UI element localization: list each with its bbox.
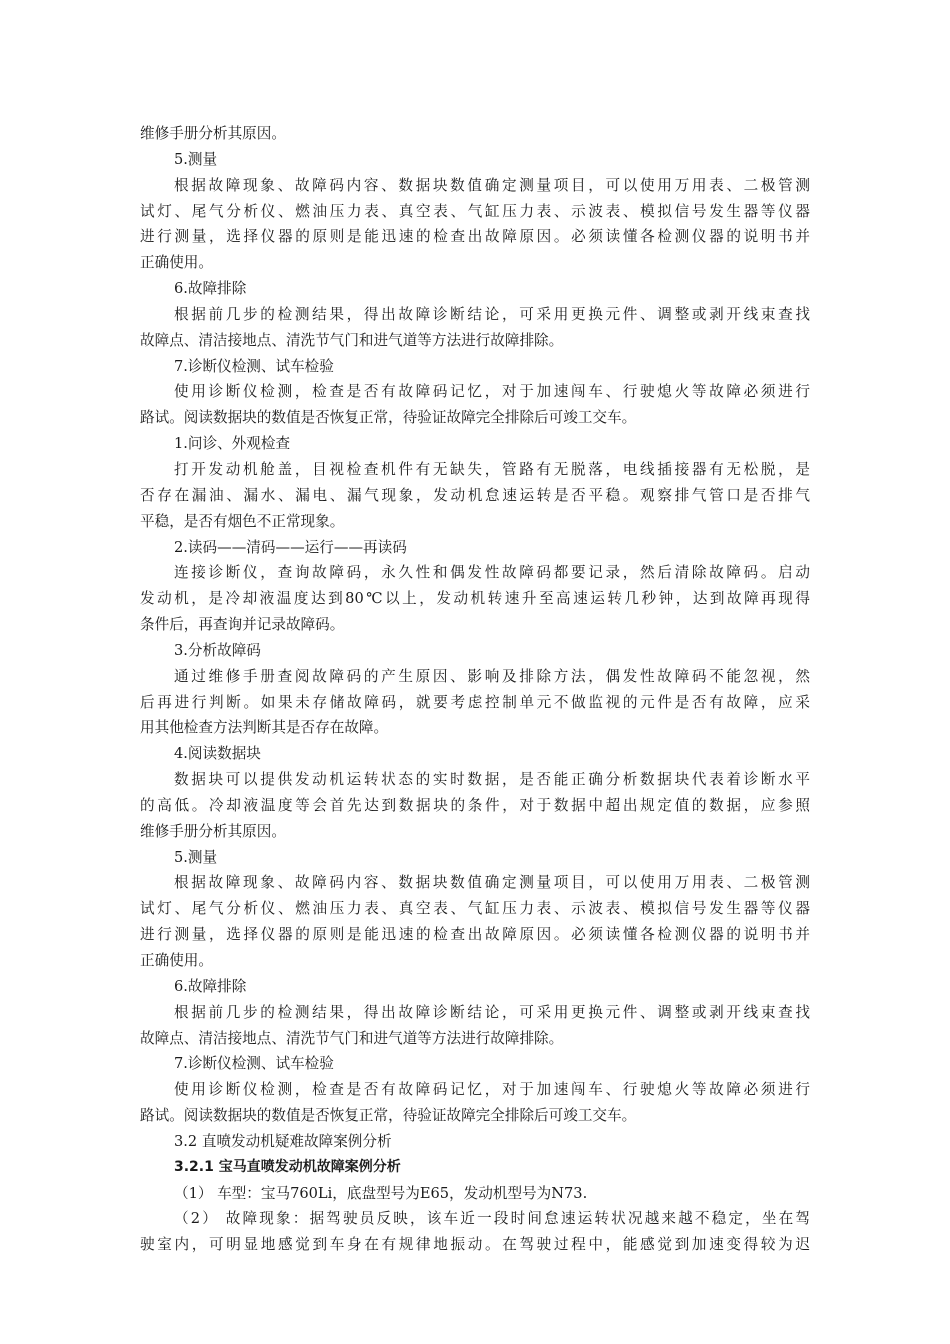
section-heading: 5.测量 xyxy=(174,150,218,168)
paragraph-line: 发动机，是冷却液温度达到80℃以上，发动机转速升至高速运转几秒钟，达到故障再现得 xyxy=(140,590,810,608)
section-heading: 1.问诊、外观检查 xyxy=(174,435,291,453)
paragraph-line: 正确使用。 xyxy=(140,952,213,969)
paragraph-line: 根据故障现象、故障码内容、数据块数值确定测量项目，可以使用万用表、二极管测 xyxy=(174,176,810,194)
paragraph-line: 驶室内，可明显地感觉到车身在有规律地振动。在驾驶过程中，能感觉到加速变得较为迟 xyxy=(140,1236,810,1254)
paragraph-line: 连接诊断仪，查询故障码，永久性和偶发性故障码都要记录，然后清除故障码。启动 xyxy=(174,564,810,582)
section-heading: （1） 车型：宝马760Li，底盘型号为E65，发动机型号为N73. xyxy=(174,1184,588,1202)
paragraph-line: 故障点、清洁接地点、清洗节气门和进气道等方法进行故障排除。 xyxy=(140,331,564,349)
paragraph-line: 根据前几步的检测结果，得出故障诊断结论，可采用更换元件、调整或剥开线束查找 xyxy=(174,1003,810,1021)
section-heading: 4.阅读数据块 xyxy=(174,745,261,763)
section-heading: 6.故障排除 xyxy=(174,977,247,995)
paragraph-line: 正确使用。 xyxy=(140,254,213,272)
paragraph-line: 维修手册分析其原因。 xyxy=(140,125,286,142)
paragraph-line: 用其他检查方法判断其是否存在故障。 xyxy=(140,719,389,737)
paragraph-line: 维修手册分析其原因。 xyxy=(140,822,286,840)
paragraph-line: 通过维修手册查阅故障码的产生原因、影响及排除方法，偶发性故障码不能忽视，然 xyxy=(174,667,810,685)
subsection-heading: 3.2.1 宝马直喷发动机故障案例分析 xyxy=(174,1158,401,1175)
paragraph-line: 平稳，是否有烟色不正常现象。 xyxy=(140,512,345,530)
section-heading: 6.故障排除 xyxy=(174,280,247,298)
section-heading: 3.分析故障码 xyxy=(174,641,261,659)
paragraph-line: 试灯、尾气分析仪、燃油压力表、真空表、气缸压力表、示波表、模拟信号发生器等仪器 xyxy=(140,900,810,918)
section-heading: 7.诊断仪检测、试车检验 xyxy=(174,1055,334,1073)
paragraph-line: 试灯、尾气分析仪、燃油压力表、真空表、气缸压力表、示波表、模拟信号发生器等仪器 xyxy=(140,202,810,220)
section-heading: 2.读码——清码——运行——再读码 xyxy=(174,538,407,556)
section-heading: 3.2 直喷发动机疑难故障案例分析 xyxy=(174,1132,392,1150)
paragraph-line: 否存在漏油、漏水、漏电、漏气现象，发动机怠速运转是否平稳。观察排气管口是否排气 xyxy=(140,486,810,504)
paragraph-line: 使用诊断仪检测，检查是否有故障码记忆，对于加速闯车、行驶熄火等故障必须进行 xyxy=(174,383,810,401)
paragraph-line: 后再进行判断。如果未存储故障码，就要考虑控制单元不做监视的元件是否有故障，应采 xyxy=(140,693,810,711)
paragraph-line: 数据块可以提供发动机运转状态的实时数据，是否能正确分析数据块代表着诊断水平 xyxy=(174,771,810,789)
paragraph-line: 使用诊断仪检测，检查是否有故障码记忆，对于加速闯车、行驶熄火等故障必须进行 xyxy=(174,1081,810,1099)
paragraph-line: （2） 故障现象：据驾驶员反映，该车近一段时间怠速运转状况越来越不稳定，坐在驾 xyxy=(174,1210,810,1228)
document-body xyxy=(140,121,810,1258)
paragraph-line: 根据故障现象、故障码内容、数据块数值确定测量项目，可以使用万用表、二极管测 xyxy=(174,874,810,892)
paragraph-line: 根据前几步的检测结果，得出故障诊断结论，可采用更换元件、调整或剥开线束查找 xyxy=(174,305,810,323)
paragraph-line: 进行测量，选择仪器的原则是能迅速的检查出故障原因。必须读懂各检测仪器的说明书并 xyxy=(140,926,810,944)
paragraph-line: 进行测量，选择仪器的原则是能迅速的检查出故障原因。必须读懂各检测仪器的说明书并 xyxy=(140,228,810,246)
paragraph-line: 故障点、清洁接地点、清洗节气门和进气道等方法进行故障排除。 xyxy=(140,1029,564,1047)
section-heading: 7.诊断仪检测、试车检验 xyxy=(174,357,334,375)
paragraph-line: 路试。阅读数据块的数值是否恢复正常，待验证故障完全排除后可竣工交车。 xyxy=(140,1107,637,1125)
paragraph-line: 条件后，再查询并记录故障码。 xyxy=(140,616,345,634)
paragraph-line: 的高低。冷却液温度等会首先达到数据块的条件，对于数据中超出规定值的数据，应参照 xyxy=(140,796,810,814)
paragraph-line: 打开发动机舱盖，目视检查机件有无缺失，管路有无脱落，电线插接器有无松脱，是 xyxy=(174,460,810,478)
section-heading: 5.测量 xyxy=(174,848,218,866)
paragraph-line: 路试。阅读数据块的数值是否恢复正常，待验证故障完全排除后可竣工交车。 xyxy=(140,409,637,427)
